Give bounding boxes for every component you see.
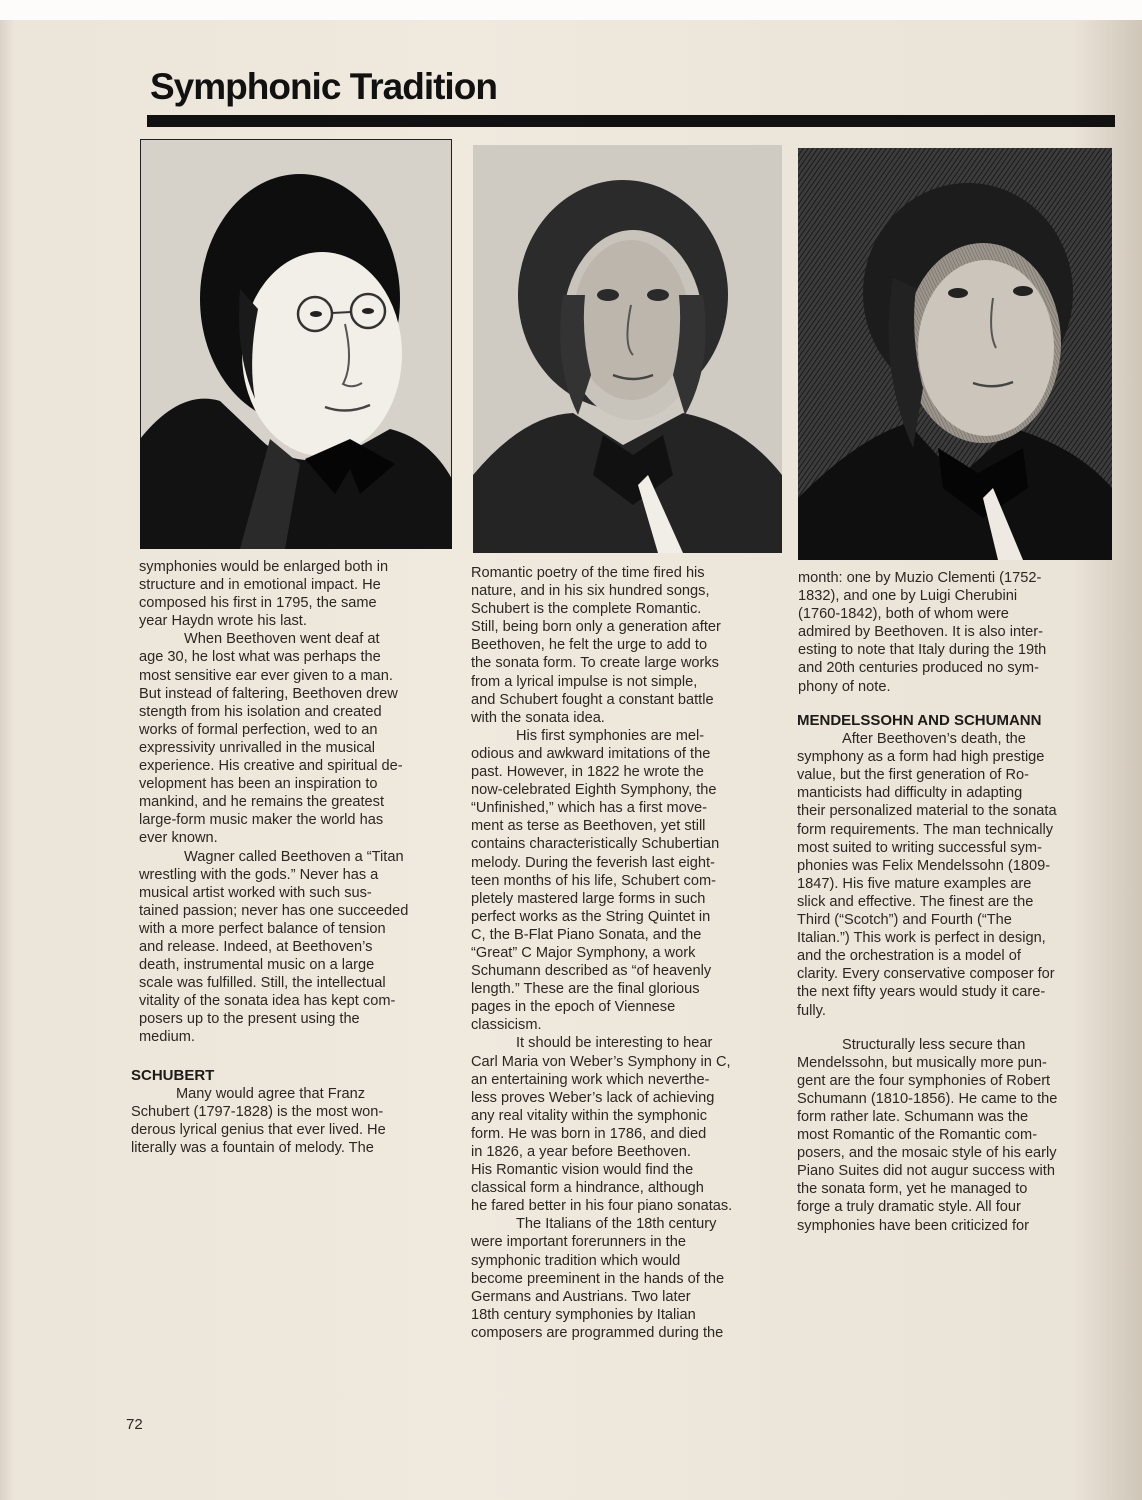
paragraph-line: manticists had difficulty in adapting bbox=[797, 785, 1023, 802]
paragraph-line: length.” These are the final glorious bbox=[471, 981, 700, 998]
paragraph-line: composed his first in 1795, the same bbox=[139, 595, 377, 612]
paragraph-line: His first symphonies are mel- bbox=[516, 727, 705, 744]
paragraph-line: esting to note that Italy during the 19th bbox=[798, 642, 1047, 659]
paragraph-line: experience. His creative and spiritual de- bbox=[139, 758, 403, 775]
paragraph-line: less proves Weber’s lack of achieving bbox=[471, 1089, 715, 1106]
paragraph-line: slick and effective. The finest are the bbox=[797, 893, 1034, 910]
paragraph-line: contains characteristically Schubertian bbox=[471, 836, 720, 853]
paragraph-line: wrestling with the gods.” Never has a bbox=[139, 866, 379, 883]
paragraph-line: year Haydn wrote his last. bbox=[139, 613, 307, 630]
paragraph-line: musical artist worked with such sus- bbox=[139, 884, 372, 901]
paragraph-line: 1832), and one by Luigi Cherubini bbox=[798, 588, 1018, 605]
paragraph-line: value, but the first generation of Ro- bbox=[797, 767, 1030, 784]
paragraph-line: melody. During the feverish last eight- bbox=[471, 854, 715, 871]
page-title: Symphonic Tradition bbox=[150, 66, 497, 107]
paragraph-line: Piano Suites did not augur success with bbox=[797, 1163, 1055, 1180]
paragraph-line: fully. bbox=[797, 1002, 826, 1019]
paragraph-line: (1760-1842), both of whom were bbox=[798, 606, 1009, 623]
paragraph-line: were important forerunners in the bbox=[471, 1234, 686, 1251]
paragraph-line: Carl Maria von Weber’s Symphony in C, bbox=[471, 1053, 731, 1070]
paragraph-line: pletely mastered large forms in such bbox=[471, 890, 706, 907]
paragraph-line: death, instrumental music on a large bbox=[139, 957, 375, 974]
paragraph-line: perfect works as the String Quintet in bbox=[471, 908, 711, 925]
paragraph-line: Many would agree that Franz bbox=[176, 1086, 366, 1103]
paragraph-line: But instead of faltering, Beethoven drew bbox=[139, 685, 398, 702]
text-column-1 bbox=[139, 558, 439, 1047]
paragraph-line: Mendelssohn, but musically more pun- bbox=[797, 1054, 1047, 1071]
paragraph-line: Schubert (1797-1828) is the most won- bbox=[131, 1104, 384, 1121]
scan-margin bbox=[0, 0, 1142, 20]
paragraph-line: the sonata form, yet he managed to bbox=[797, 1181, 1028, 1198]
paragraph-line: Still, being born only a generation after bbox=[471, 619, 721, 636]
section-heading-mendelssohn-schumann: MENDELSSOHN AND SCHUMANN bbox=[797, 712, 1042, 729]
paragraph-line: the sonata form. To create large works bbox=[471, 655, 719, 672]
paragraph-line: symphonic tradition which would bbox=[471, 1252, 681, 1269]
portrait-schubert bbox=[140, 139, 452, 549]
paragraph-line: he fared better in his four piano sonatas. bbox=[471, 1198, 733, 1215]
paragraph-line: stength from his isolation and created bbox=[139, 703, 382, 720]
paragraph-line: velopment has been an inspiration to bbox=[139, 776, 378, 793]
paragraph-line: ment as terse as Beethoven, yet still bbox=[471, 818, 706, 835]
paragraph-line: age 30, he lost what was perhaps the bbox=[139, 649, 381, 666]
text-column-3-mendelssohn bbox=[797, 712, 1097, 1235]
paragraph-line: derous lyrical genius that ever lived. He bbox=[131, 1122, 386, 1139]
paragraph-line: and Schubert fought a constant battle bbox=[471, 691, 714, 708]
paragraph-line: teen months of his life, Schubert com- bbox=[471, 872, 716, 889]
paragraph-line: most Romantic of the Romantic com- bbox=[797, 1127, 1038, 1144]
paragraph-line: Third (“Scotch”) and Fourth (“The bbox=[797, 912, 1012, 929]
paragraph-line: posers, and the mosaic style of his early bbox=[797, 1145, 1057, 1162]
paragraph-line: Beethoven, he felt the urge to add to bbox=[471, 637, 708, 654]
paragraph-line: symphonies would be enlarged both in bbox=[139, 559, 389, 575]
paragraph-line: vitality of the sonata idea has kept com- bbox=[139, 993, 396, 1010]
paragraph-line: C, the B-Flat Piano Sonata, and the bbox=[471, 926, 702, 943]
paragraph-line: expressivity unrivalled in the musical bbox=[139, 739, 376, 756]
paragraph-line: phony of note. bbox=[798, 678, 891, 695]
paragraph-line: tained passion; never has one succeeded bbox=[139, 902, 409, 919]
paragraph-line: His Romantic vision would find the bbox=[471, 1162, 694, 1179]
portrait-schumann-image bbox=[798, 148, 1112, 560]
paragraph-line: month: one by Muzio Clementi (1752- bbox=[798, 570, 1042, 586]
paragraph-line: Germans and Austrians. Two later bbox=[471, 1288, 691, 1305]
paragraph-line: Schubert is the complete Romantic. bbox=[471, 601, 702, 618]
paragraph-line: Wagner called Beethoven a “Titan bbox=[184, 848, 404, 865]
paragraph-line: any real vitality within the symphonic bbox=[471, 1107, 708, 1124]
paragraph-line: odious and awkward imitations of the bbox=[471, 745, 711, 762]
paragraph-gap bbox=[797, 1020, 1097, 1036]
paragraph-line: scale was fulfilled. Still, the intellectual bbox=[139, 975, 386, 992]
paragraph-line: and release. Indeed, at Beethoven’s bbox=[139, 938, 373, 955]
paragraph-line: symphonies have been criticized for bbox=[797, 1217, 1029, 1234]
paragraph-line: Romantic poetry of the time fired his bbox=[471, 565, 705, 581]
title-rule bbox=[147, 115, 1115, 127]
paragraph-line: forge a truly dramatic style. All four bbox=[797, 1199, 1021, 1216]
paragraph-line: symphony as a form had high prestige bbox=[797, 749, 1045, 766]
portrait-mendelssohn bbox=[473, 145, 782, 553]
text-column-2 bbox=[471, 564, 771, 1342]
paragraph-line: past. However, in 1822 he wrote the bbox=[471, 764, 704, 781]
paragraph-line: in 1826, a year before Beethoven. bbox=[471, 1144, 691, 1160]
paragraph-line: “Great” C Major Symphony, a work bbox=[471, 944, 696, 961]
page-number: 72 bbox=[126, 1416, 143, 1433]
paragraph-line: Italian.”) This work is perfect in design, bbox=[797, 930, 1046, 947]
paragraph-line: form. He was born in 1786, and died bbox=[471, 1125, 707, 1142]
paragraph-line: composers are programmed during the bbox=[471, 1324, 724, 1341]
paragraph-line: admired by Beethoven. It is also inter- bbox=[798, 624, 1043, 641]
paragraph-line: gent are the four symphonies of Robert bbox=[797, 1072, 1051, 1089]
paragraph-line: now-celebrated Eighth Symphony, the bbox=[471, 782, 717, 799]
paragraph-line: classical form a hindrance, although bbox=[471, 1180, 704, 1197]
paragraph-line: “Unfinished,” which has a first move- bbox=[471, 800, 708, 817]
paragraph-line: Structurally less secure than bbox=[842, 1036, 1026, 1053]
paragraph-line: nature, and in his six hundred songs, bbox=[471, 583, 710, 600]
paragraph-line: Schumann (1810-1856). He came to the bbox=[797, 1090, 1058, 1107]
paragraph-line: ever known. bbox=[139, 830, 218, 847]
paragraph-line: form requirements. The man technically bbox=[797, 821, 1054, 838]
paragraph-line: phonies was Felix Mendelssohn (1809- bbox=[797, 857, 1051, 874]
paragraph-line: large-form music maker the world has bbox=[139, 812, 384, 829]
paragraph-line: It should be interesting to hear bbox=[516, 1035, 713, 1052]
paragraph-line: an entertaining work which neverthe- bbox=[471, 1071, 710, 1088]
paragraph-line: with the sonata idea. bbox=[471, 709, 605, 726]
paragraph-line: form rather late. Schumann was the bbox=[797, 1108, 1029, 1125]
portrait-mendelssohn-image bbox=[473, 145, 782, 553]
paragraph-line: medium. bbox=[139, 1029, 195, 1046]
paragraph-line: mankind, and he remains the greatest bbox=[139, 794, 384, 811]
paragraph-line: clarity. Every conservative composer for bbox=[797, 966, 1055, 983]
paragraph-line: with a more perfect balance of tension bbox=[139, 920, 386, 937]
paragraph-line: structure and in emotional impact. He bbox=[139, 577, 381, 594]
paragraph-line: become preeminent in the hands of the bbox=[471, 1270, 725, 1287]
paragraph-line: and 20th centuries produced no sym- bbox=[798, 660, 1039, 677]
paragraph-line: classicism. bbox=[471, 1017, 542, 1034]
paragraph-line: 1847). His five mature examples are bbox=[797, 875, 1032, 892]
section-heading-schubert: SCHUBERT bbox=[131, 1067, 215, 1084]
paragraph-line: from a lyrical impulse is not simple, bbox=[471, 673, 698, 690]
paragraph-line: posers up to the present using the bbox=[139, 1011, 360, 1028]
paragraph-line: 18th century symphonies by Italian bbox=[471, 1306, 696, 1323]
paragraph-line: the next fifty years would study it care- bbox=[797, 984, 1046, 1001]
paragraph-line: most suited to writing successful sym- bbox=[797, 839, 1042, 856]
text-column-1-schubert bbox=[131, 1067, 431, 1157]
paragraph-line: When Beethoven went deaf at bbox=[184, 631, 380, 648]
paragraph-line: Schumann described as “of heavenly bbox=[471, 963, 712, 980]
paragraph-line: most sensitive ear ever given to a man. bbox=[139, 667, 393, 684]
paragraph-line: The Italians of the 18th century bbox=[516, 1216, 717, 1233]
portrait-schubert-image bbox=[140, 139, 452, 549]
paragraph-line: and the orchestration is a model of bbox=[797, 948, 1021, 965]
paragraph-line: literally was a fountain of melody. The bbox=[131, 1140, 374, 1157]
paragraph-line: pages in the epoch of Viennese bbox=[471, 999, 676, 1016]
text-column-3 bbox=[798, 569, 1098, 696]
paragraph-line: their personalized material to the sonata bbox=[797, 803, 1057, 820]
portrait-schumann bbox=[798, 148, 1112, 560]
paragraph-line: After Beethoven’s death, the bbox=[842, 731, 1026, 748]
paragraph-line: works of formal perfection, wed to an bbox=[139, 721, 378, 738]
